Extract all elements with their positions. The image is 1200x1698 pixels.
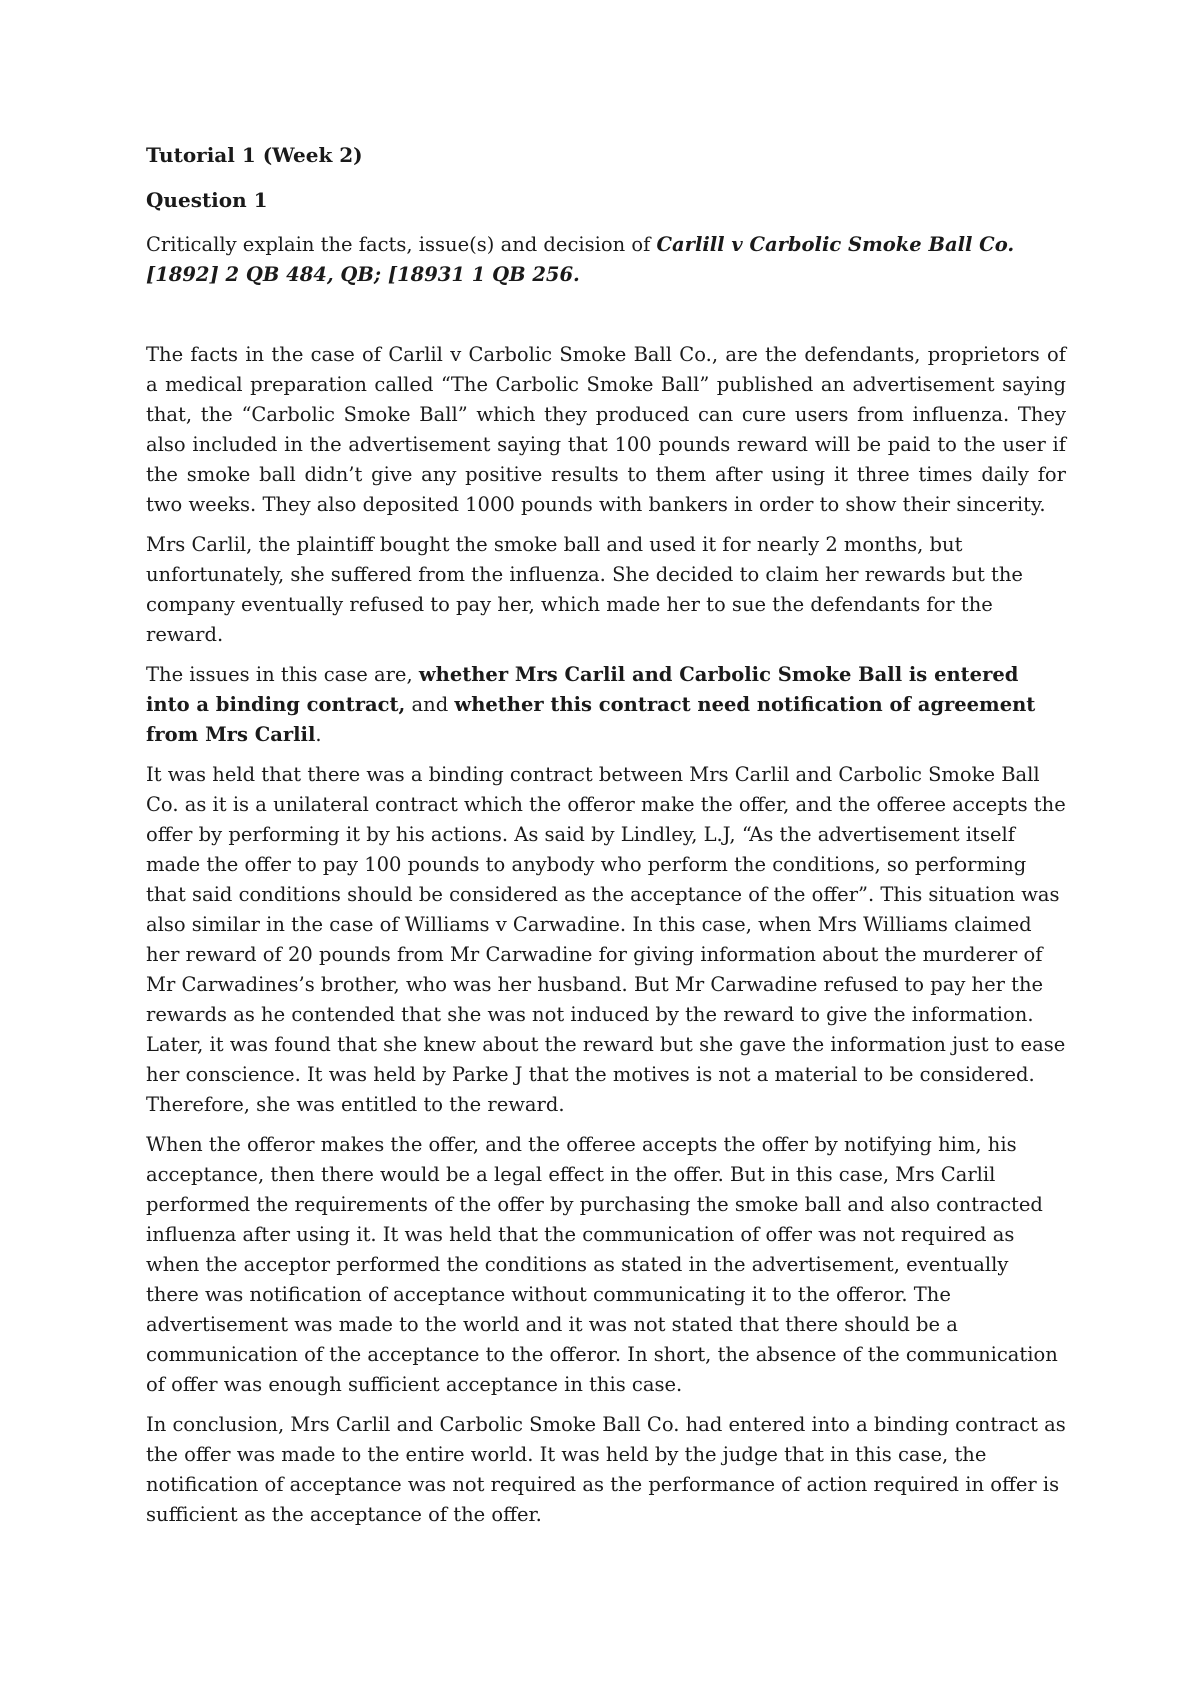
- held-paragraph: It was held that there was a binding contract between Mrs Carlil and Carbolic Smoke Ball Co. as it is a unilateral contract which the offeror make the offer, and the offeree accepts the offer by performing it by his actions. As said by Lindley, L.J, “As the advertisement itself made the offer to pay 100 pounds to anybody who perform the conditions, so performing that said conditions should be considered as the acceptance of the offer”. This situation was also similar in the case of Williams v Carwadine. In this case, when Mrs Williams claimed her reward of 20 pounds from Mr Carwadine for giving information about the murderer of Mr Carwadines’s brother, who was her husband. But Mr Carwadine refused to pay her the rewards as he contended that she was not induced by the reward to give the information. Later, it was found that she knew about the reward but she gave the information just to ease her conscience. It was held by Parke J that the motives is not a material to be considered. Therefore, she was entitled to the reward.: [146, 763, 1066, 1116]
- conclusion-paragraph: In conclusion, Mrs Carlil and Carbolic Smoke Ball Co. had entered into a binding contract as the offer was made to the entire world. It was held by the judge that in this case, the notification of acceptance was not required as the performance of action required in offer is sufficient as the acceptance of the offer.: [146, 1413, 1066, 1526]
- facts-paragraph: The facts in the case of Carlil v Carbolic Smoke Ball Co., are the defendants, proprietors of a medical preparation called “The Carbolic Smoke Ball” published an advertisement saying that, the “Carbolic Smoke Ball” which they produced can cure users from influenza. They also included in the advertisement saying that 100 pounds reward will be paid to the user if the smoke ball didn’t give any positive results to them after using it three times daily for two weeks. They also deposited 1000 pounds with bankers in order to show their sincerity.: [146, 343, 1066, 516]
- document-title: Tutorial 1 (Week 2): [146, 143, 363, 167]
- issue-one: whether Mrs Carlil and Carbolic Smoke Ball is entered into a binding contract,: [146, 663, 1019, 716]
- case-citation: Carlill v Carbolic Smoke Ball Co. [1892] 2 QB 484, QB; [18931 1 QB 256.: [146, 233, 1015, 286]
- offer-paragraph: When the offeror makes the offer, and the offeree accepts the offer by notifying him, his acceptance, then there would be a legal effect in the offer. But in this case, Mrs Carlil performed the requirements of the offer by purchasing the smoke ball and also contracted influenza after using it. It was held that the communication of offer was not required as when the acceptor performed the conditions as stated in the advertisement, eventually there was notification of acceptance without communicating it to the offeror. The advertisement was made to the world and it was not stated that there should be a communication of the acceptance to the offeror. In short, the absence of the communication of offer was enough sufficient acceptance in this case.: [146, 1133, 1058, 1396]
- issues-connector: and: [405, 693, 455, 716]
- issues-intro: The issues in this case are,: [146, 663, 419, 686]
- plaintiff-paragraph: Mrs Carlil, the plaintiff bought the smoke ball and used it for nearly 2 months, but unfortunately, she suffered from the influenza. She decided to claim her rewards but the company eventually refused to pay her, which made her to sue the defendants for the reward.: [146, 533, 1023, 646]
- issues-paragraph: [146, 660, 1066, 750]
- question-heading: Question 1: [146, 188, 268, 212]
- document-page: [146, 140, 1066, 1540]
- issues-end: .: [315, 723, 322, 746]
- question-prompt: Critically explain the facts, issue(s) and decision of: [146, 233, 657, 256]
- issue-two: whether this contract need notification of agreement from Mrs Carlil: [146, 693, 1036, 746]
- question-text: [146, 230, 1066, 290]
